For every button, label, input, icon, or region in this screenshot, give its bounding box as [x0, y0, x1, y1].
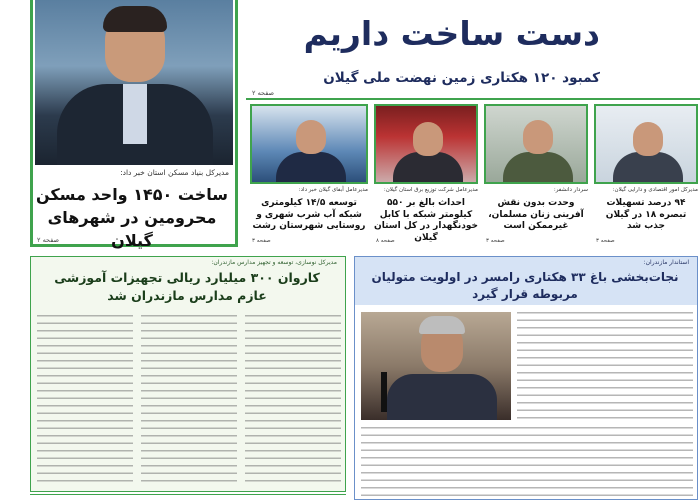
card-caption: مدیرکل امور اقتصادی و دارایی گیلان: — [612, 187, 698, 193]
main-headline[interactable]: دست ساخت داریم — [303, 14, 600, 53]
card-page: صفحه ۳ — [252, 238, 271, 244]
official-portrait-photo — [35, 0, 233, 165]
card-headline[interactable]: احداث بالغ بر ۵۵۰ کیلومتر شبکه با کابل خودنگهدار در کل استان گیلان — [374, 198, 478, 244]
body-text-column — [141, 315, 237, 487]
card-photo — [594, 104, 698, 184]
card-page: صفحه ۳ — [596, 238, 615, 244]
mid-story-kicker: مدیرکل نوسازی، توسعه و تجهیز مدارس مازندران: — [211, 259, 337, 266]
right-story-photo — [361, 312, 511, 420]
news-card[interactable] — [594, 104, 698, 246]
card-headline[interactable]: ۹۴ درصد تسهیلات تبصره ۱۸ در گیلان جذب شد — [605, 198, 687, 232]
card-headline[interactable]: وحدت بدون نقش آفرینی زنان مسلمان، غیرممکن است — [488, 198, 584, 232]
left-story-caption: مدیرکل بنیاد مسکن استان خبر داد: — [120, 168, 229, 177]
card-caption: مدیرعامل آبفای گیلان خبر داد: — [298, 187, 368, 193]
right-story-box[interactable] — [354, 256, 698, 500]
left-story-page: صفحه ۲ — [37, 236, 60, 244]
card-photo — [374, 104, 478, 184]
right-story-kicker: استاندار مازندران: — [643, 259, 689, 266]
main-subheadline: کمبود ۱۲۰ هکتاری زمین نهضت ملی گیلان — [323, 70, 600, 86]
mid-story-box[interactable] — [30, 256, 346, 492]
news-card[interactable] — [484, 104, 588, 246]
divider — [30, 494, 346, 500]
card-photo — [250, 104, 368, 184]
card-caption: سردار دانشفر: — [553, 187, 588, 193]
body-text-column — [37, 315, 133, 487]
mid-story-headline[interactable]: کاروان ۳۰۰ میلیارد ریالی تجهیزات آموزشی عازم مدارس مازندران شد — [54, 270, 320, 304]
body-text-column — [245, 315, 341, 487]
main-page-ref: صفحه ۲ — [252, 89, 275, 97]
left-story-box[interactable] — [30, 0, 238, 251]
card-page: صفحه ۸ — [376, 238, 395, 244]
card-caption: مدیرعامل شرکت توزیع برق استان گیلان: — [383, 187, 478, 193]
card-page: صفحه ۳ — [486, 238, 505, 244]
right-story-headline[interactable]: نجات‌بخشی باغ ۳۳ هکتاری رامسر در اولویت متولیان مربوطه قرار گیرد — [371, 270, 679, 302]
news-card[interactable] — [374, 104, 478, 246]
divider — [246, 98, 700, 100]
body-text-block — [361, 427, 693, 497]
news-card[interactable] — [250, 104, 368, 246]
body-text-block — [517, 312, 693, 424]
card-headline[interactable]: توسعه ۱۴/۵ کیلومتری شبکه آب شرب شهری و روستایی شهرستان رشت — [252, 198, 366, 232]
left-story-headline[interactable]: ساخت ۱۴۵۰ واحد مسکن محرومین در شهرهای گیلان — [35, 185, 229, 251]
card-photo — [484, 104, 588, 184]
